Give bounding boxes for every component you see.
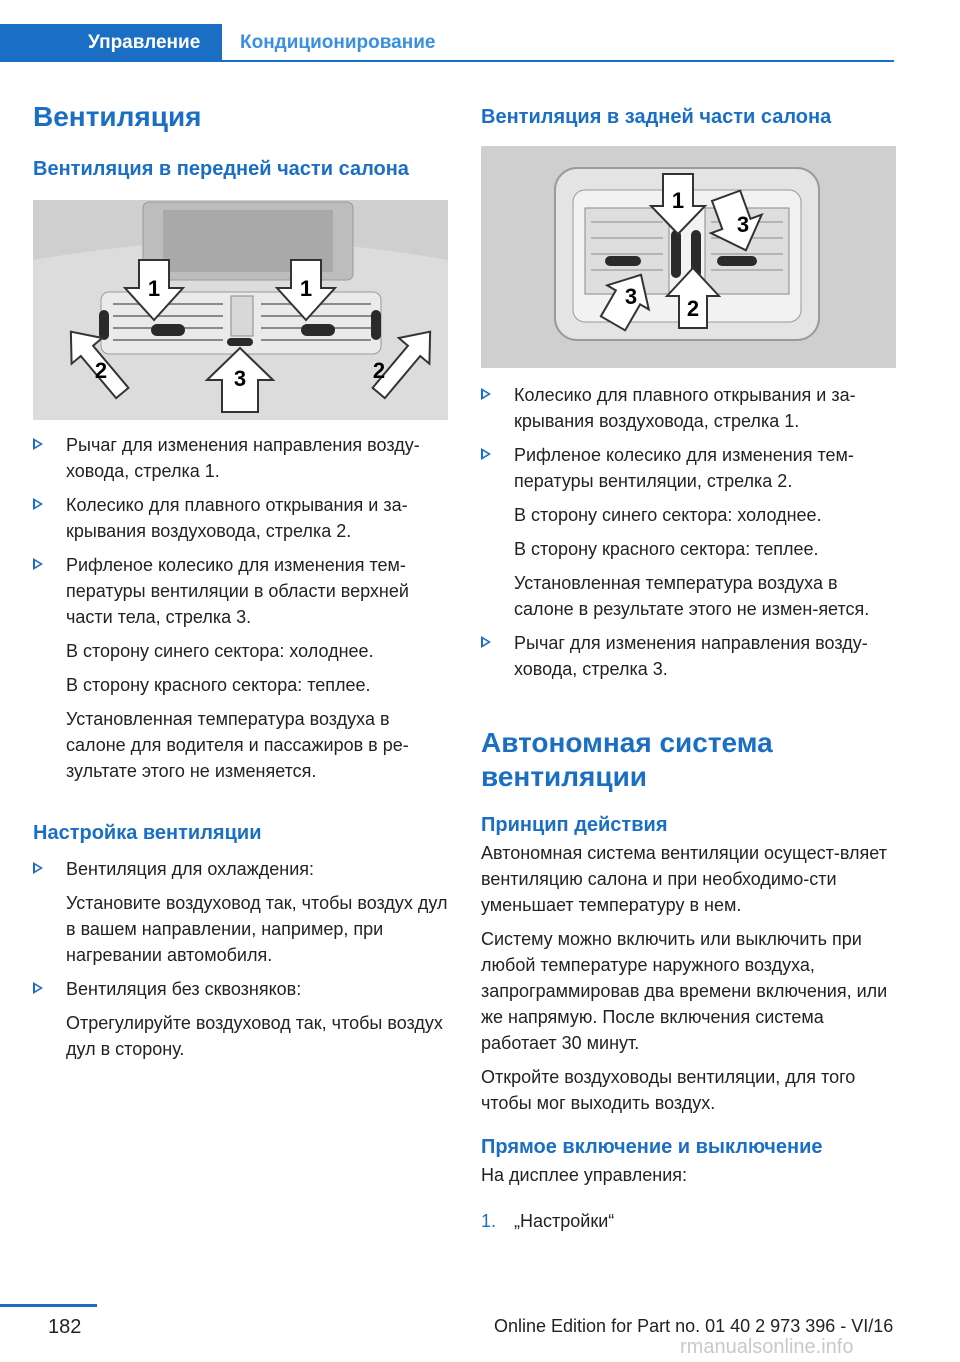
subtitle-principle: Принцип действия bbox=[481, 814, 668, 836]
bullet-arrow-icon bbox=[33, 438, 43, 450]
settings-list bbox=[33, 856, 448, 1062]
front-fig-label-2a: 2 bbox=[94, 358, 108, 383]
front-fig-label-1a: 1 bbox=[147, 276, 161, 301]
list-item: Рифленое колесико для изменения тем-пературы вентиляции, стрелка 2. В сторону синего сектора: холоднее. В сторону красного сектора: теплее. Установленная температура воздуха в салоне в результате этого не измен-яется. bbox=[481, 442, 896, 622]
header-rule bbox=[222, 60, 894, 62]
direct-intro: На дисплее управления: bbox=[481, 1165, 688, 1185]
front-items-list bbox=[33, 432, 448, 784]
bullet-arrow-icon bbox=[33, 558, 43, 570]
section-title-auto-ventilation: Автономная система вентиляции bbox=[481, 727, 773, 792]
front-fig-label-1b: 1 bbox=[299, 276, 313, 301]
bullet-arrow-icon bbox=[33, 982, 43, 994]
bullet-arrow-icon bbox=[33, 498, 43, 510]
list-item: Колесико для плавного открывания и за-крывания воздуховода, стрелка 1. bbox=[481, 382, 896, 434]
left-column bbox=[33, 100, 448, 1062]
rear-fig-label-3a: 3 bbox=[736, 212, 750, 237]
bullet-arrow-icon bbox=[481, 448, 491, 460]
right-column bbox=[481, 100, 896, 1234]
rear-vents-figure bbox=[481, 146, 896, 368]
rear-items-list bbox=[481, 382, 896, 682]
tab-konditsionirovanie[interactable]: Кондиционирование bbox=[240, 32, 436, 53]
list-item: Рычаг для изменения направления возду-ховода, стрелка 1. bbox=[33, 432, 448, 484]
bullet-arrow-icon bbox=[33, 862, 43, 874]
front-fig-label-2b: 2 bbox=[372, 358, 386, 383]
list-item: Рифленое колесико для изменения тем-пературы вентиляции в области верхней части тела, стрелка 3. В сторону синего сектора: холоднее. В сторону красного сектора: теплее. Установленная температура воздуха в салоне для водителя и пассажиров в ре-зультате этого не изменяется. bbox=[33, 552, 448, 784]
watermark: rmanualsonline.info bbox=[680, 1336, 854, 1358]
principle-paragraph-3: Откройте воздуховоды вентиляции, для того чтобы мог выходить воздух. bbox=[481, 1067, 856, 1113]
rear-fig-label-1: 1 bbox=[671, 188, 685, 213]
principle-paragraph-1: Автономная система вентиляции осущест-вляет вентиляцию салона и при необходимо-сти уменьшает температуру в нем. bbox=[481, 843, 887, 915]
rear-fig-label-2: 2 bbox=[686, 296, 700, 321]
footer-rule bbox=[0, 1304, 97, 1307]
subtitle-front-ventilation: Вентиляция в передней части салона bbox=[33, 158, 409, 180]
subtitle-direct-switch: Прямое включение и выключение bbox=[481, 1136, 823, 1158]
subtitle-settings: Настройка вентиляции bbox=[33, 822, 262, 844]
edition-text: Online Edition for Part no. 01 40 2 973 396 - VI/16 bbox=[494, 1316, 894, 1336]
front-fig-label-3: 3 bbox=[233, 366, 247, 391]
list-item: Колесико для плавного открывания и за-крывания воздуховода, стрелка 2. bbox=[33, 492, 448, 544]
tab-upravlenie[interactable]: Управление bbox=[0, 24, 222, 62]
principle-paragraph-2: Систему можно включить или выключить при любой температуре наружного воздуха, запрограммировав два времени включения, или же напрямую. После включения система работает 30 минут. bbox=[481, 929, 888, 1053]
step-row bbox=[481, 1208, 896, 1234]
rear-fig-label-3b: 3 bbox=[624, 284, 638, 309]
list-item: Рычаг для изменения направления возду-ховода, стрелка 3. bbox=[481, 630, 896, 682]
step-text: „Настройки“ bbox=[514, 1211, 615, 1231]
page-number: 182 bbox=[48, 1316, 82, 1338]
bullet-arrow-icon bbox=[481, 388, 491, 400]
list-item: Вентиляция для охлаждения: Установите воздуховод так, чтобы воздух дул в вашем направлении, например, при нагревании автомобиля. bbox=[33, 856, 448, 968]
list-item: Вентиляция без сквозняков: Отрегулируйте воздуховод так, чтобы воздух дул в сторону. bbox=[33, 976, 448, 1062]
bullet-arrow-icon bbox=[481, 636, 491, 648]
step-number: 1. bbox=[481, 1211, 497, 1231]
subtitle-rear-ventilation: Вентиляция в задней части салона bbox=[481, 106, 832, 128]
front-vents-figure bbox=[33, 200, 448, 420]
header bbox=[0, 24, 960, 62]
section-title-ventilation: Вентиляция bbox=[33, 101, 202, 132]
